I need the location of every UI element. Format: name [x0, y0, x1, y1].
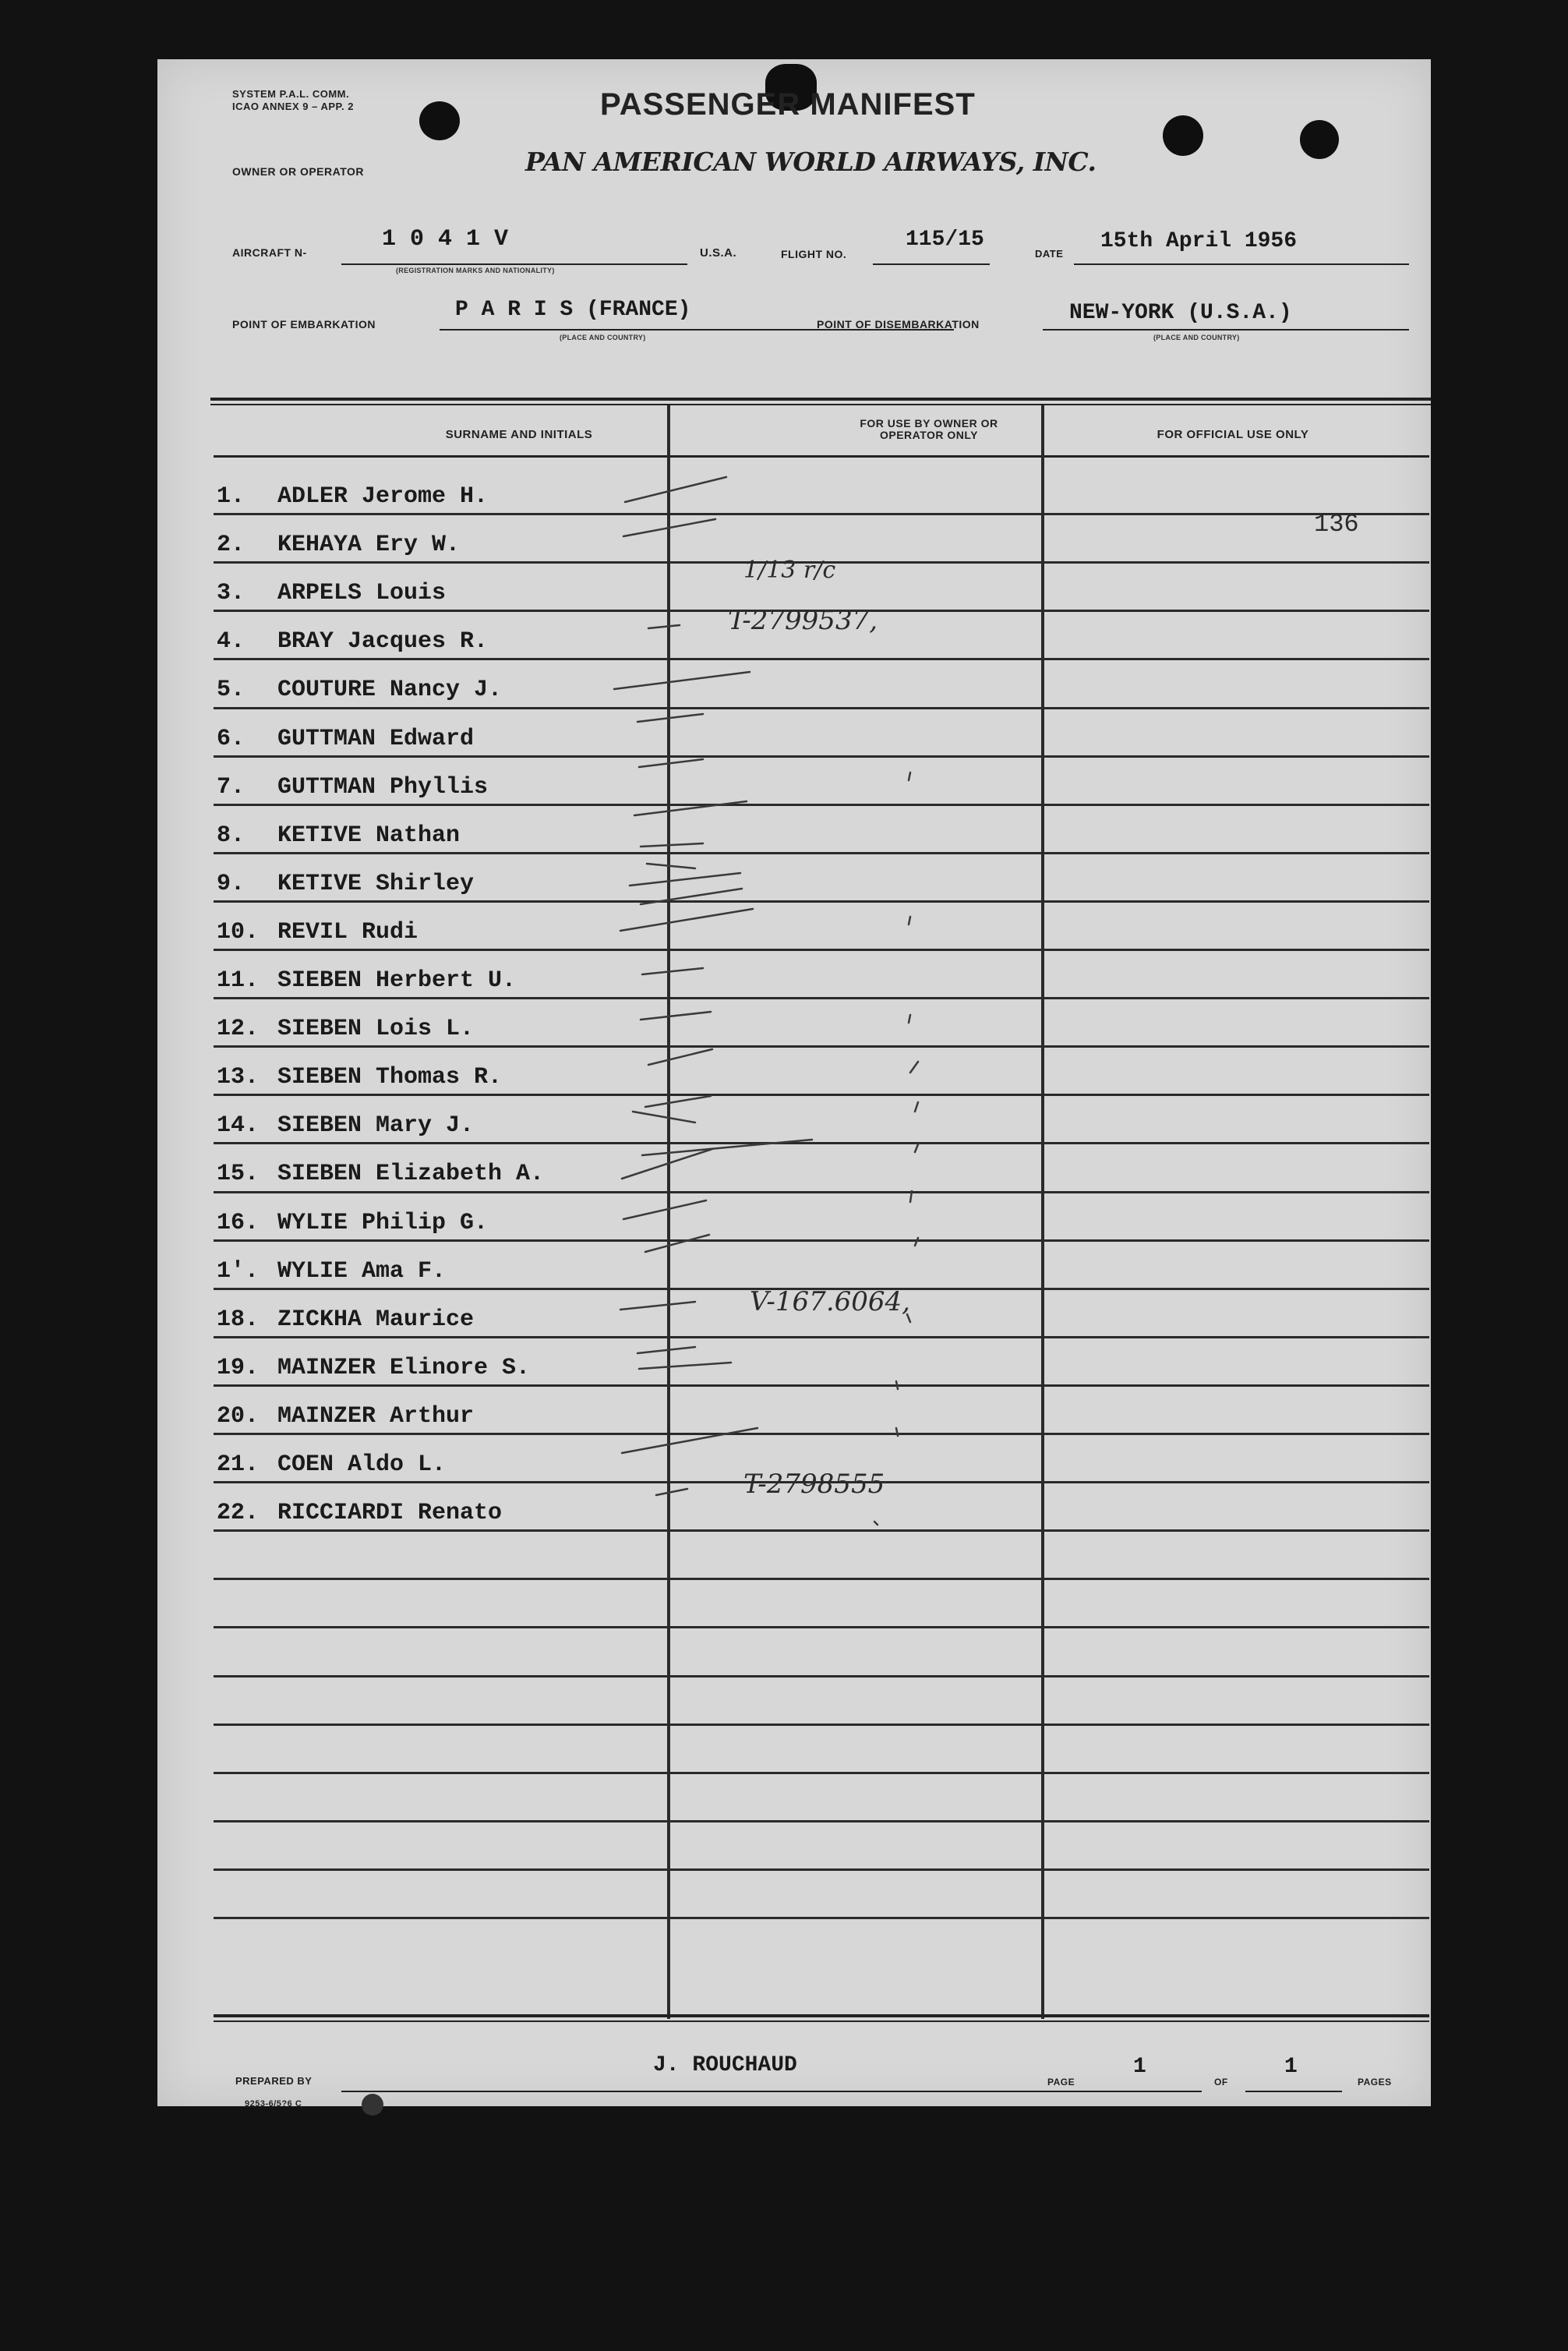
form-number: 9253-6/5?6 C	[245, 2099, 302, 2109]
passenger-name: SIEBEN Lois L.	[277, 1016, 475, 1042]
usa-label: U.S.A.	[700, 246, 737, 260]
passenger-number: 10.	[217, 919, 260, 946]
embarkation-value: P A R I S (FRANCE)	[455, 298, 691, 322]
operator-annotation: V-167.6064,	[750, 1286, 910, 1317]
table-bottom-rule	[214, 2020, 1429, 2022]
operator-annotation: 1/13 r/c	[743, 557, 836, 584]
form-code-line: ICAO ANNEX 9 – APP. 2	[232, 101, 354, 112]
aircraft-sublabel: (REGISTRATION MARKS AND NATIONALITY)	[396, 267, 555, 274]
passenger-name: COEN Aldo L.	[277, 1451, 447, 1478]
form-code-line: SYSTEM P.A.L. COMM.	[232, 88, 350, 100]
prepared-by-value: J. ROUCHAUD	[653, 2053, 797, 2077]
passenger-number: 1.	[217, 483, 245, 510]
column-header-official: FOR OFFICIAL USE ONLY	[1157, 428, 1309, 441]
passenger-number: 9.	[217, 871, 245, 897]
page-title: PASSENGER MANIFEST	[600, 87, 976, 122]
passenger-number: 7.	[217, 774, 245, 801]
operator-annotation: T-2798555	[743, 1469, 885, 1500]
date-label: DATE	[1035, 248, 1064, 260]
passenger-number: 6.	[217, 726, 245, 752]
owner-label: OWNER OR OPERATOR	[232, 165, 364, 178]
disembarkation-sublabel: (PLACE AND COUNTRY)	[1153, 334, 1240, 341]
passenger-name: KEHAYA Ery W.	[277, 532, 461, 558]
embarkation-label: POINT OF EMBARKATION	[232, 318, 376, 331]
passenger-number: 3.	[217, 580, 245, 606]
passenger-number: 4.	[217, 628, 245, 655]
passenger-number: 21.	[217, 1451, 260, 1478]
disembarkation-label: POINT OF DISEMBARKATION	[817, 318, 980, 331]
official-annotation: 136	[1314, 510, 1359, 539]
pencil-marks	[157, 59, 1431, 2106]
passenger-number: 13.	[217, 1064, 260, 1091]
passenger-number: 2.	[217, 532, 245, 558]
column-header-operator: FOR USE BY OWNER OR OPERATOR ONLY	[860, 417, 998, 442]
passenger-name: KETIVE Shirley	[277, 871, 475, 897]
passenger-number: 22.	[217, 1500, 260, 1526]
of-label: OF	[1214, 2077, 1228, 2088]
passenger-number: 16.	[217, 1210, 260, 1236]
passenger-number: 20.	[217, 1403, 260, 1430]
passenger-name: ARPELS Louis	[277, 580, 447, 606]
underline	[1245, 2091, 1342, 2092]
passenger-name: KETIVE Nathan	[277, 822, 461, 849]
table-bottom-rule	[214, 2014, 1429, 2017]
passenger-name: REVIL Rudi	[277, 919, 418, 946]
passenger-name: SIEBEN Thomas R.	[277, 1064, 503, 1091]
manifest-sheet	[157, 59, 1431, 2109]
passenger-name: WYLIE Ama F.	[277, 1258, 447, 1285]
passenger-name: ZICKHA Maurice	[277, 1306, 475, 1333]
embarkation-sublabel: (PLACE AND COUNTRY)	[560, 334, 646, 341]
passenger-name: MAINZER Arthur	[277, 1403, 475, 1430]
passenger-number: 12.	[217, 1016, 260, 1042]
passenger-number: 19.	[217, 1355, 260, 1381]
disembarkation-value: NEW-YORK (U.S.A.)	[1069, 301, 1292, 325]
flight-number: 115/15	[906, 228, 984, 252]
passenger-number: 15.	[217, 1161, 260, 1187]
passenger-number: 1'.	[217, 1258, 260, 1285]
passenger-name: ADLER Jerome H.	[277, 483, 489, 510]
passenger-number: 5.	[217, 677, 245, 703]
passenger-name: SIEBEN Mary J.	[277, 1112, 475, 1139]
passenger-name: GUTTMAN Edward	[277, 726, 475, 752]
passenger-name: GUTTMAN Phyllis	[277, 774, 489, 801]
flight-label: FLIGHT NO.	[781, 248, 847, 260]
page-number: 1	[1133, 2055, 1146, 2079]
aircraft-value: 1 0 4 1 V	[382, 226, 509, 253]
passenger-name: BRAY Jacques R.	[277, 628, 489, 655]
prepared-by-label: PREPARED BY	[235, 2075, 313, 2087]
pages-label: PAGES	[1358, 2077, 1392, 2088]
passenger-name: SIEBEN Herbert U.	[277, 967, 517, 994]
passenger-name: RICCIARDI Renato	[277, 1500, 503, 1526]
of-number: 1	[1284, 2055, 1298, 2079]
passenger-number: 11.	[217, 967, 260, 994]
underline	[341, 2091, 1202, 2092]
flight-date: 15th April 1956	[1100, 229, 1298, 253]
column-header-name: SURNAME AND INITIALS	[445, 428, 593, 441]
aircraft-label: AIRCRAFT N-	[232, 246, 307, 259]
passenger-name: SIEBEN Elizabeth A.	[277, 1161, 545, 1187]
page-label: PAGE	[1047, 2077, 1075, 2088]
passenger-name: COUTURE Nancy J.	[277, 677, 503, 703]
operator-annotation: T-2799537,	[728, 605, 878, 636]
passenger-number: 14.	[217, 1112, 260, 1139]
union-bug-icon	[362, 2094, 383, 2116]
passenger-name: MAINZER Elinore S.	[277, 1355, 531, 1381]
passenger-number: 18.	[217, 1306, 260, 1333]
passenger-name: WYLIE Philip G.	[277, 1210, 489, 1236]
company-name: PAN AMERICAN WORLD AIRWAYS, INC.	[525, 147, 1097, 177]
passenger-number: 8.	[217, 822, 245, 849]
